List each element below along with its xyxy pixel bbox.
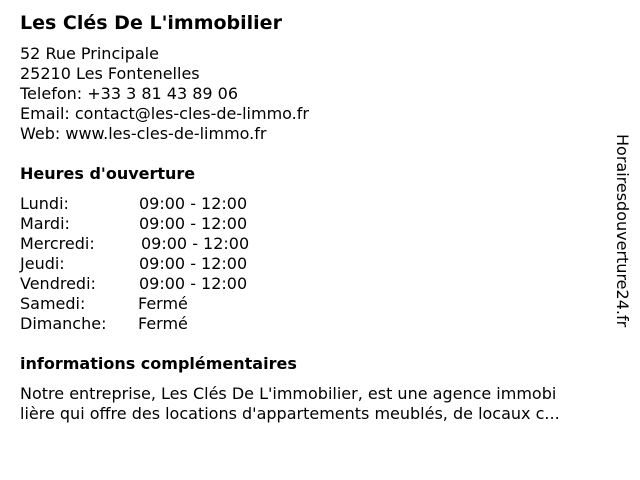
day-hours: 09:00 - 12:00 — [139, 274, 248, 293]
day-label: Samedi: — [20, 294, 86, 313]
day-label: Mercredi: — [20, 234, 95, 253]
description-line: Notre entreprise, Les Clés De L'immobilier, est une agence immobi — [20, 384, 557, 403]
hours-row-monday — [20, 194, 320, 214]
day-hours: Fermé — [138, 294, 188, 313]
opening-hours-table — [20, 194, 320, 334]
business-name: Les Clés De L'immobilier — [20, 12, 282, 34]
hours-row-sunday — [20, 314, 320, 334]
address-street: 52 Rue Principale — [20, 44, 159, 63]
day-hours: 09:00 - 12:00 — [139, 194, 248, 213]
day-hours: Fermé — [138, 314, 188, 333]
day-label: Vendredi: — [20, 274, 96, 293]
day-hours: 09:00 - 12:00 — [139, 214, 248, 233]
day-label: Jeudi: — [20, 254, 65, 273]
day-label: Dimanche: — [20, 314, 107, 333]
site-watermark: Horairesdouverture24.fr — [613, 134, 632, 328]
day-label: Lundi: — [20, 194, 69, 213]
business-description — [20, 384, 620, 424]
hours-row-thursday — [20, 254, 320, 274]
additional-info-heading: informations complémentaires — [20, 354, 297, 373]
day-hours: 09:00 - 12:00 — [141, 234, 250, 253]
hours-row-tuesday — [20, 214, 320, 234]
email-line: Email: contact@les-cles-de-limmo.fr — [20, 104, 309, 123]
hours-row-wednesday — [20, 234, 320, 254]
phone-line: Telefon: +33 3 81 43 89 06 — [20, 84, 239, 103]
description-line: lière qui offre des locations d'appartements meublés, de locaux c... — [20, 404, 560, 423]
contact-block — [20, 44, 309, 144]
web-line: Web: www.les-cles-de-limmo.fr — [20, 124, 267, 143]
opening-hours-heading: Heures d'ouverture — [20, 164, 196, 183]
hours-row-friday — [20, 274, 320, 294]
hours-row-saturday — [20, 294, 320, 314]
day-label: Mardi: — [20, 214, 70, 233]
day-hours: 09:00 - 12:00 — [139, 254, 248, 273]
address-city: 25210 Les Fontenelles — [20, 64, 200, 83]
